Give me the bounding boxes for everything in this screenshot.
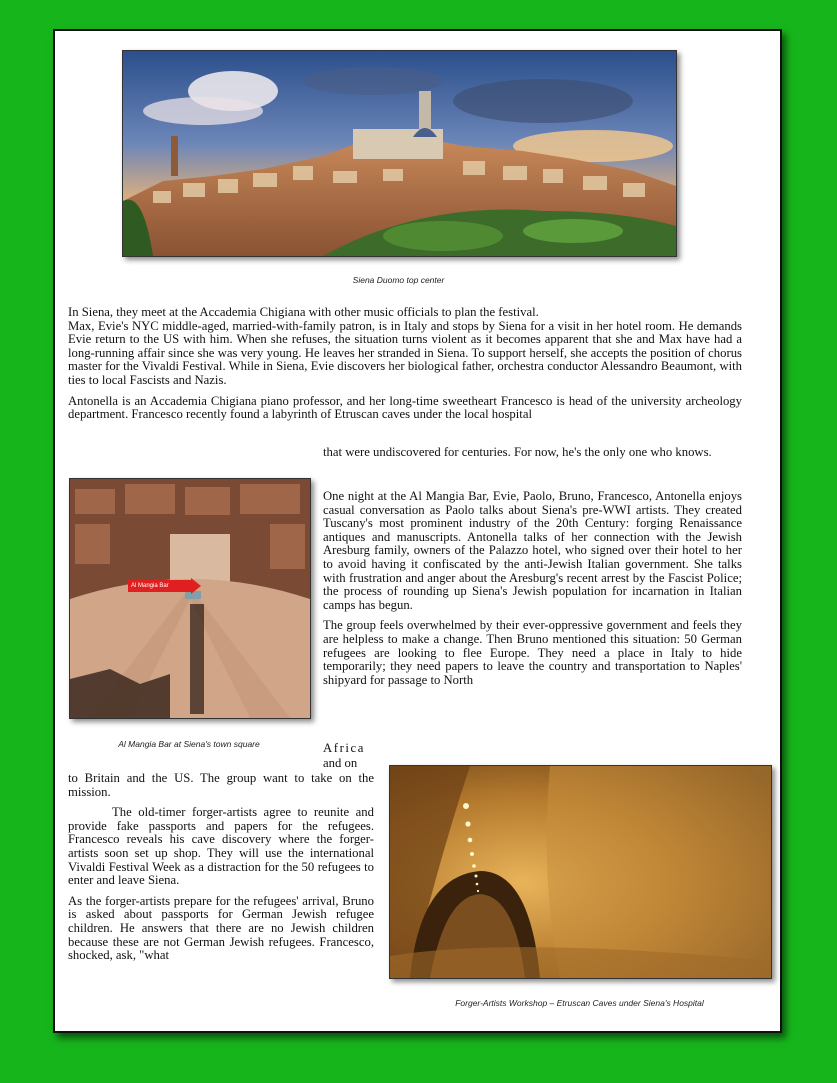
cave-caption: Forger-Artists Workshop – Etruscan Caves under Siena's Hospital	[455, 998, 704, 1008]
panorama-caption: Siena Duomo top center	[352, 275, 445, 285]
paragraph-group-overwhelmed: The group feels overwhelmed by their ever-oppressive government and feels they are helpless to make a change. Then Bruno mentioned this situation: 50 German refugees are looking to flee Europe. They need a place in Italy to hide temporarily; they need papers to leave the country and transportation to Naples' shipyard for passage to North	[323, 618, 742, 687]
paragraph-al-mangia-night: One night at the Al Mangia Bar, Evie, Paolo, Bruno, Francesco, Antonella enjoys casual conversation as Paolo talks about Siena's pre-WWI artists. They created Tuscany's most prominent industry of the 20th Century: forging Renaissance antiques and manuscripts. Antonella talks of her connection with the Jewish Aresburg family, owners of the Palazzo hotel, who signed over their hotel to her to avoid having it confiscated by the anti-Jewish Italian government. She talks with frustration and anger about the Aresburg's recent arrest by the Fascist Police; the process of rounding up Siena's Jewish population for incarnation in Italian camps has begun.	[323, 489, 742, 612]
cave-image	[389, 765, 772, 979]
marker-arrow-icon	[191, 578, 201, 594]
word-africa: Africa	[323, 741, 366, 755]
piazza-caption: Al Mangia Bar at Siena's town square	[118, 739, 260, 749]
paragraph-children: As the forger-artists prepare for the refugees' arrival, Bruno is asked about passports for German Jewish refugee children. He answers that there are no Jewish children because these are not German Jewish refugees. Francesco, shocked, ask, "what	[68, 893, 374, 963]
page	[53, 29, 782, 1033]
cave-graphic	[390, 766, 771, 978]
paragraph-antonella: Antonella is an Accademia Chigiana piano professor, and her long-time sweetheart Francesco is head of the university archeology department. Francesco recently found a labyrinth of Etruscan caves under the local hospital	[68, 393, 742, 422]
paragraph-forger-artists: The old-timer forger-artists agree to reunite and provide fake passports and papers for the refugees. Francesco reveals his cave discovery where the forger-artists soon set up shop. They will use the international Vivaldi Festival Week as a distraction for the 50 refugees to enter and leave Siena.	[68, 805, 374, 888]
paragraph-max: Max, Evie's NYC middle-aged, married-with-family patron, is in Italy and stops by Siena for a visit in her hotel room. He demands Evie return to the US with him. When she refuses, the situation turns violent as it becomes apparent that she and Max have had a long-running affair since she was very young. He leaves her stranded in Siena. To support herself, she accepts the position of chorus master for the Vivaldi Festival. While in Siena, Evie discovers her biological father, orchestra conductor Alessandro Beaumont, with ties to local Fascists and Nazis.	[68, 318, 742, 387]
marker-label: Al Mangia Bar	[131, 583, 169, 589]
word-and-on: and on	[323, 756, 358, 770]
siena-panorama-graphic	[123, 51, 676, 256]
al-mangia-bar-marker	[128, 580, 191, 592]
paragraph-meeting: In Siena, they meet at the Accademia Chigiana with other music officials to plan the festival.	[68, 305, 539, 319]
piazza-image	[69, 478, 311, 719]
siena-panorama-image	[122, 50, 677, 257]
paragraph-mission: to Britain and the US. The group want to take on the mission.	[68, 771, 374, 799]
piazza-graphic	[70, 479, 310, 718]
paragraph-antonella-continued: that were undiscovered for centuries. For now, he's the only one who knows.	[323, 445, 712, 459]
